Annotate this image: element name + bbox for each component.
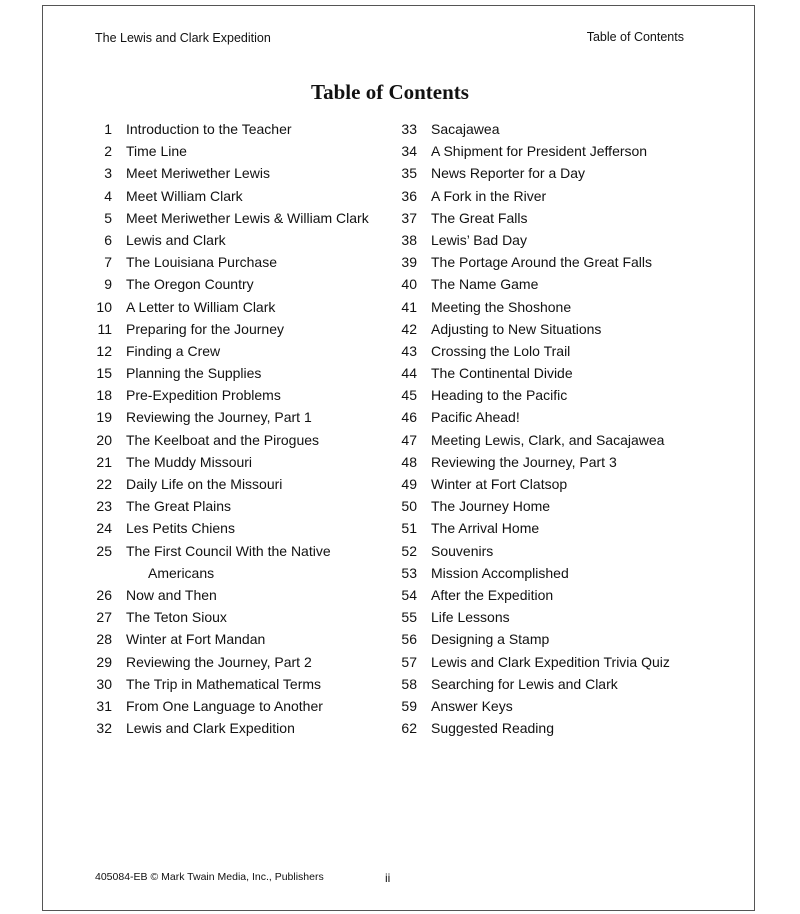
toc-entry bbox=[88, 140, 388, 162]
toc-entry-title: The First Council With the Native bbox=[126, 542, 331, 559]
toc-entry bbox=[88, 406, 388, 428]
toc-page-number: 58 bbox=[401, 675, 417, 692]
toc-page-number: 50 bbox=[401, 498, 417, 515]
toc-entry-title: Searching for Lewis and Clark bbox=[431, 675, 618, 692]
toc-entry bbox=[393, 473, 723, 495]
toc-entry-title: The Great Plains bbox=[126, 498, 232, 515]
toc-entry-title: Meeting the Shoshone bbox=[431, 298, 572, 315]
toc-page-number: 9 bbox=[104, 276, 112, 293]
toc-page-number: 48 bbox=[401, 453, 417, 470]
toc-page-number: 30 bbox=[96, 675, 112, 692]
toc-entry-title: Lewis’ Bad Day bbox=[431, 231, 527, 248]
toc-entry-title: Meet Meriwether Lewis bbox=[126, 165, 270, 182]
toc-entry-title: After the Expedition bbox=[431, 586, 554, 603]
toc-entry-title: Winter at Fort Mandan bbox=[126, 631, 266, 648]
toc-page-number: 20 bbox=[96, 431, 112, 448]
toc-entry bbox=[88, 162, 388, 184]
toc-entry bbox=[88, 229, 388, 251]
toc-entry-title: Meet Meriwether Lewis & William Clark bbox=[126, 209, 369, 226]
toc-page-number: 21 bbox=[96, 453, 112, 470]
toc-entry bbox=[88, 118, 388, 140]
toc-entry-title: Designing a Stamp bbox=[431, 631, 550, 648]
toc-entry-title: Introduction to the Teacher bbox=[126, 121, 292, 137]
toc-page-number: 27 bbox=[96, 609, 112, 626]
toc-entry-title: Finding a Crew bbox=[126, 342, 221, 359]
toc-entry-title: Souvenirs bbox=[431, 542, 494, 559]
toc-entry-title: Reviewing the Journey, Part 1 bbox=[126, 409, 312, 426]
toc-page-number: 3 bbox=[104, 165, 112, 182]
toc-entry bbox=[393, 406, 723, 428]
toc-entry bbox=[88, 318, 388, 340]
toc-entry-title: Winter at Fort Clatsop bbox=[431, 476, 568, 492]
toc-page-number: 25 bbox=[96, 542, 112, 559]
toc-entry bbox=[88, 185, 388, 207]
toc-entry bbox=[393, 229, 723, 251]
toc-entry bbox=[393, 651, 723, 673]
toc-entry-title-continuation: Americans bbox=[148, 564, 215, 581]
toc-entry bbox=[393, 362, 723, 384]
toc-page-number: 29 bbox=[96, 653, 112, 670]
toc-entry bbox=[393, 162, 723, 184]
toc-entry-title: Lewis and Clark Expedition bbox=[126, 720, 295, 737]
toc-page-number: 52 bbox=[401, 542, 417, 559]
toc-page-number: 39 bbox=[401, 254, 417, 271]
toc-page-number: 24 bbox=[96, 520, 112, 537]
toc-entry-title: Life Lessons bbox=[431, 609, 510, 626]
toc-entry bbox=[393, 318, 723, 340]
toc-entry-title: A Letter to William Clark bbox=[126, 298, 276, 315]
toc-page-number: 28 bbox=[96, 631, 112, 648]
toc-entry bbox=[393, 207, 723, 229]
toc-entry-title: Crossing the Lolo Trail bbox=[431, 342, 571, 359]
toc-entry-title: Suggested Reading bbox=[431, 720, 554, 737]
toc-entry bbox=[88, 296, 388, 318]
toc-entry bbox=[88, 651, 388, 673]
toc-page-number: 34 bbox=[401, 143, 417, 160]
toc-page-number: 15 bbox=[96, 365, 112, 382]
toc-page-number: 35 bbox=[401, 165, 417, 182]
toc-page-number: 32 bbox=[96, 720, 112, 737]
toc-page-number: 59 bbox=[401, 697, 417, 714]
toc-entry bbox=[88, 628, 388, 650]
toc-entry bbox=[88, 717, 388, 739]
toc-page-number: 26 bbox=[96, 586, 112, 603]
toc-page-number: 42 bbox=[401, 320, 417, 337]
toc-page-number: 2 bbox=[104, 143, 112, 160]
toc-entry-title: Reviewing the Journey, Part 2 bbox=[126, 653, 312, 670]
toc-entry bbox=[393, 429, 723, 451]
toc-entry bbox=[88, 695, 388, 717]
toc-page-number: 4 bbox=[104, 187, 112, 204]
toc-entry-title: Lewis and Clark bbox=[126, 231, 226, 248]
toc-entry bbox=[393, 562, 723, 584]
toc-page-number: 43 bbox=[401, 342, 417, 359]
toc-entry bbox=[88, 384, 388, 406]
toc-entry-title: Lewis and Clark Expedition Trivia Quiz bbox=[431, 653, 670, 670]
toc-entry bbox=[393, 517, 723, 539]
toc-entry-title: Daily Life on the Missouri bbox=[126, 476, 283, 492]
toc-entry-title: Meeting Lewis, Clark, and Sacajawea bbox=[431, 431, 665, 448]
toc-page-number: 1 bbox=[104, 121, 112, 137]
toc-page-number: 33 bbox=[401, 121, 417, 137]
toc-entry bbox=[88, 362, 388, 384]
toc-page-number: 47 bbox=[401, 431, 417, 448]
toc-entry-title: Time Line bbox=[126, 143, 187, 160]
toc-entry bbox=[88, 429, 388, 451]
toc-entry-title: Meet William Clark bbox=[126, 187, 243, 204]
toc-page-number: 46 bbox=[401, 409, 417, 426]
toc-entry bbox=[88, 606, 388, 628]
toc-entry-title: Mission Accomplished bbox=[431, 564, 569, 581]
toc-entry bbox=[393, 717, 723, 739]
toc-entry-title: The Portage Around the Great Falls bbox=[431, 254, 653, 271]
toc-entry bbox=[393, 340, 723, 362]
toc-page-number: 51 bbox=[401, 520, 417, 537]
toc-page-number: 7 bbox=[104, 254, 112, 271]
toc-entry bbox=[393, 384, 723, 406]
toc-entry bbox=[88, 340, 388, 362]
toc-entry bbox=[393, 540, 723, 562]
toc-entry bbox=[393, 296, 723, 318]
toc-entry-title: Pacific Ahead! bbox=[431, 409, 520, 426]
toc-entry-title: Preparing for the Journey bbox=[126, 320, 284, 337]
toc-page-number: 11 bbox=[97, 320, 112, 337]
toc-page-number: 45 bbox=[401, 387, 417, 404]
running-header-section-title: Table of Contents bbox=[586, 30, 684, 44]
toc-entry-title: Planning the Supplies bbox=[126, 365, 262, 382]
toc-page-number: 38 bbox=[401, 231, 417, 248]
toc-entry-title: Heading to the Pacific bbox=[431, 387, 568, 404]
toc-page-number: 10 bbox=[96, 298, 112, 315]
toc-page-number: 36 bbox=[401, 187, 417, 204]
toc-entry bbox=[393, 140, 723, 162]
toc-entry-title: Now and Then bbox=[126, 586, 217, 603]
toc-entry-title: Les Petits Chiens bbox=[126, 520, 235, 537]
toc-entry bbox=[393, 185, 723, 207]
page-title: Table of Contents bbox=[311, 80, 469, 104]
toc-entry bbox=[88, 473, 388, 495]
toc-entry bbox=[88, 673, 388, 695]
toc-entry bbox=[393, 695, 723, 717]
toc-entry-title: The Great Falls bbox=[431, 209, 528, 226]
toc-entry bbox=[88, 451, 388, 473]
toc-page-number: 41 bbox=[401, 298, 417, 315]
toc-entry-title: Pre-Expedition Problems bbox=[126, 387, 281, 404]
toc-page-number: 62 bbox=[401, 720, 417, 737]
toc-entry bbox=[88, 273, 388, 295]
toc-page-number: 40 bbox=[401, 276, 417, 293]
toc-page-number: 12 bbox=[96, 342, 112, 359]
toc-entry bbox=[393, 118, 723, 140]
toc-page-number: 49 bbox=[401, 476, 417, 492]
toc-entry bbox=[393, 606, 723, 628]
footer-copyright: 405084-EB © Mark Twain Media, Inc., Publishers bbox=[95, 871, 324, 883]
toc-page-number: 31 bbox=[96, 697, 112, 714]
toc-entry-title: The Teton Sioux bbox=[126, 609, 227, 626]
toc-entry bbox=[393, 673, 723, 695]
footer-page-number: ii bbox=[385, 871, 391, 885]
toc-entry-title: The Louisiana Purchase bbox=[126, 254, 277, 271]
toc-page-number: 6 bbox=[104, 231, 112, 248]
toc-column-right bbox=[393, 118, 723, 739]
toc-entry bbox=[393, 495, 723, 517]
toc-entry bbox=[88, 517, 388, 539]
toc-column-left bbox=[88, 118, 388, 739]
toc-entry-title: The Continental Divide bbox=[431, 365, 573, 382]
toc-entry-title: The Oregon Country bbox=[126, 276, 254, 293]
toc-entry-title: The Trip in Mathematical Terms bbox=[126, 675, 322, 692]
toc-entry-title: The Name Game bbox=[431, 276, 539, 293]
toc-page-number: 53 bbox=[401, 564, 417, 581]
toc-page-number: 56 bbox=[401, 631, 417, 648]
toc-entry-title: A Fork in the River bbox=[431, 187, 547, 204]
toc-entry-title: The Journey Home bbox=[431, 498, 551, 515]
toc-entry bbox=[393, 451, 723, 473]
toc-page-number: 37 bbox=[401, 209, 417, 226]
toc-entry bbox=[393, 628, 723, 650]
toc-entry bbox=[88, 584, 388, 606]
toc-entry-title: Answer Keys bbox=[431, 697, 513, 714]
toc-page-number: 44 bbox=[401, 365, 417, 382]
toc-entry bbox=[393, 584, 723, 606]
toc-page-number: 18 bbox=[96, 387, 112, 404]
toc-entry bbox=[393, 251, 723, 273]
toc-entry-title: News Reporter for a Day bbox=[431, 165, 586, 182]
toc-entry-title: A Shipment for President Jefferson bbox=[431, 143, 648, 160]
toc-page-number: 57 bbox=[401, 653, 417, 670]
toc-entry bbox=[88, 251, 388, 273]
toc-entry bbox=[88, 540, 388, 562]
toc-entry-title: From One Language to Another bbox=[126, 697, 323, 714]
toc-page-number: 5 bbox=[104, 209, 112, 226]
toc-page-number: 55 bbox=[401, 609, 417, 626]
toc-entry-title: The Arrival Home bbox=[431, 520, 540, 537]
toc-page-number: 23 bbox=[96, 498, 112, 515]
running-header-book-title: The Lewis and Clark Expedition bbox=[95, 31, 271, 45]
toc-entry-title: Adjusting to New Situations bbox=[431, 320, 602, 337]
toc-page-number: 19 bbox=[96, 409, 112, 426]
toc-entry-title: The Keelboat and the Pirogues bbox=[126, 431, 320, 448]
toc-page-number: 22 bbox=[96, 476, 112, 492]
toc-entry-title: Reviewing the Journey, Part 3 bbox=[431, 453, 617, 470]
toc-page-number: 54 bbox=[401, 586, 417, 603]
toc-entry bbox=[393, 273, 723, 295]
toc-entry-title: The Muddy Missouri bbox=[126, 453, 253, 470]
toc-entry-title: Sacajawea bbox=[431, 121, 500, 137]
toc-entry bbox=[88, 495, 388, 517]
toc-entry bbox=[88, 207, 388, 229]
